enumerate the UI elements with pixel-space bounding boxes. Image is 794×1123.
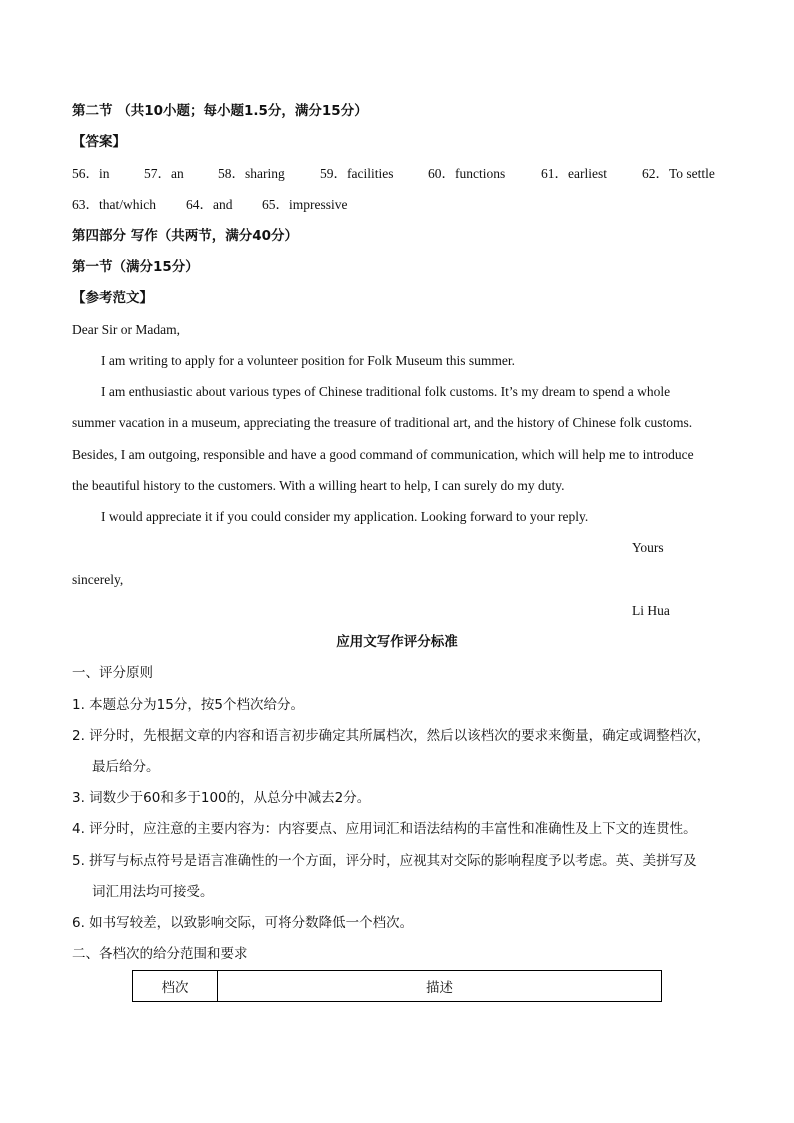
answer-item: 58．sharing (218, 166, 285, 181)
principle-item: 1. 本题总分为15分，按5个档次给分。 (72, 697, 304, 713)
answers-row-1 (72, 164, 715, 184)
part-four-header: 第四部分 写作（共两节，满分40分） (72, 228, 298, 244)
answer-item: 65．impressive (262, 197, 348, 212)
answer-item: 64．and (186, 197, 233, 212)
answer-item: 63．that/which (72, 197, 156, 212)
answer-item: 57．an (144, 166, 184, 181)
principle-item: 3. 词数少于60和多于100的，从总分中减去2分。 (72, 790, 371, 806)
letter-salutation: Dear Sir or Madam, (72, 322, 180, 337)
principle-item-continuation: 词汇用法均可接受。 (92, 884, 214, 900)
letter-paragraph-2-line-3: Besides, I am outgoing, responsible and have a good command of communication, which will help me to introduce (72, 447, 694, 462)
letter-closing-sincerely: sincerely, (72, 572, 124, 587)
answer-item: 60．functions (428, 166, 506, 181)
principle-item: 2. 评分时，先根据文章的内容和语言初步确定其所属档次，然后以该档次的要求来衡量，确定或调整档次， (72, 728, 711, 744)
table-header-description: 描述 (218, 971, 662, 1002)
answer-item: 59．facilities (320, 166, 394, 181)
letter-paragraph-1: I am writing to apply for a volunteer position for Folk Museum this summer. (101, 353, 515, 368)
answer-tag: 【答案】 (72, 134, 126, 150)
section-two-header: 第二节 （共10小题；每小题1.5分，满分15分） (72, 103, 368, 119)
answer-item: 61．earliest (541, 166, 607, 181)
letter-paragraph-3: I would appreciate it if you could consider my application. Looking forward to your reply. (101, 509, 589, 524)
section-one-header: 第一节（满分15分） (72, 259, 199, 275)
letter-closing-yours: Yours (632, 540, 664, 555)
letter-paragraph-2-line-2: summer vacation in a museum, appreciating the treasure of traditional art, and the history of Chinese folk customs. (72, 415, 693, 430)
letter-signature: Li Hua (632, 603, 670, 618)
table-header-row (133, 971, 662, 1002)
sample-essay-tag: 【参考范文】 (72, 290, 153, 306)
table-header-level: 档次 (133, 971, 218, 1002)
answers-row-2 (72, 195, 348, 215)
letter-paragraph-2-line-1: I am enthusiastic about various types of Chinese traditional folk customs. It’s my dream to spend a whole (101, 384, 671, 399)
principle-item: 5. 拼写与标点符号是语言准确性的一个方面，评分时，应视其对交际的影响程度予以考虑。英、美拼写及 (72, 853, 697, 869)
principle-item-continuation: 最后给分。 (92, 759, 160, 775)
principles-header: 一、评分原则 (72, 665, 153, 681)
criteria-title: 应用文写作评分标准 (336, 634, 458, 650)
answer-item: 56．in (72, 166, 110, 181)
answer-item: 62．To settle (642, 166, 715, 181)
grade-table (132, 970, 662, 1002)
principle-item: 4. 评分时，应注意的主要内容为：内容要点、应用词汇和语法结构的丰富性和准确性及上下文的连贯性。 (72, 821, 697, 837)
principle-item: 6. 如书写较差，以致影响交际，可将分数降低一个档次。 (72, 915, 414, 931)
ranges-header: 二、各档次的给分范围和要求 (72, 946, 248, 962)
letter-paragraph-2-line-4: the beautiful history to the customers. With a willing heart to help, I can surely do my duty. (72, 478, 565, 493)
